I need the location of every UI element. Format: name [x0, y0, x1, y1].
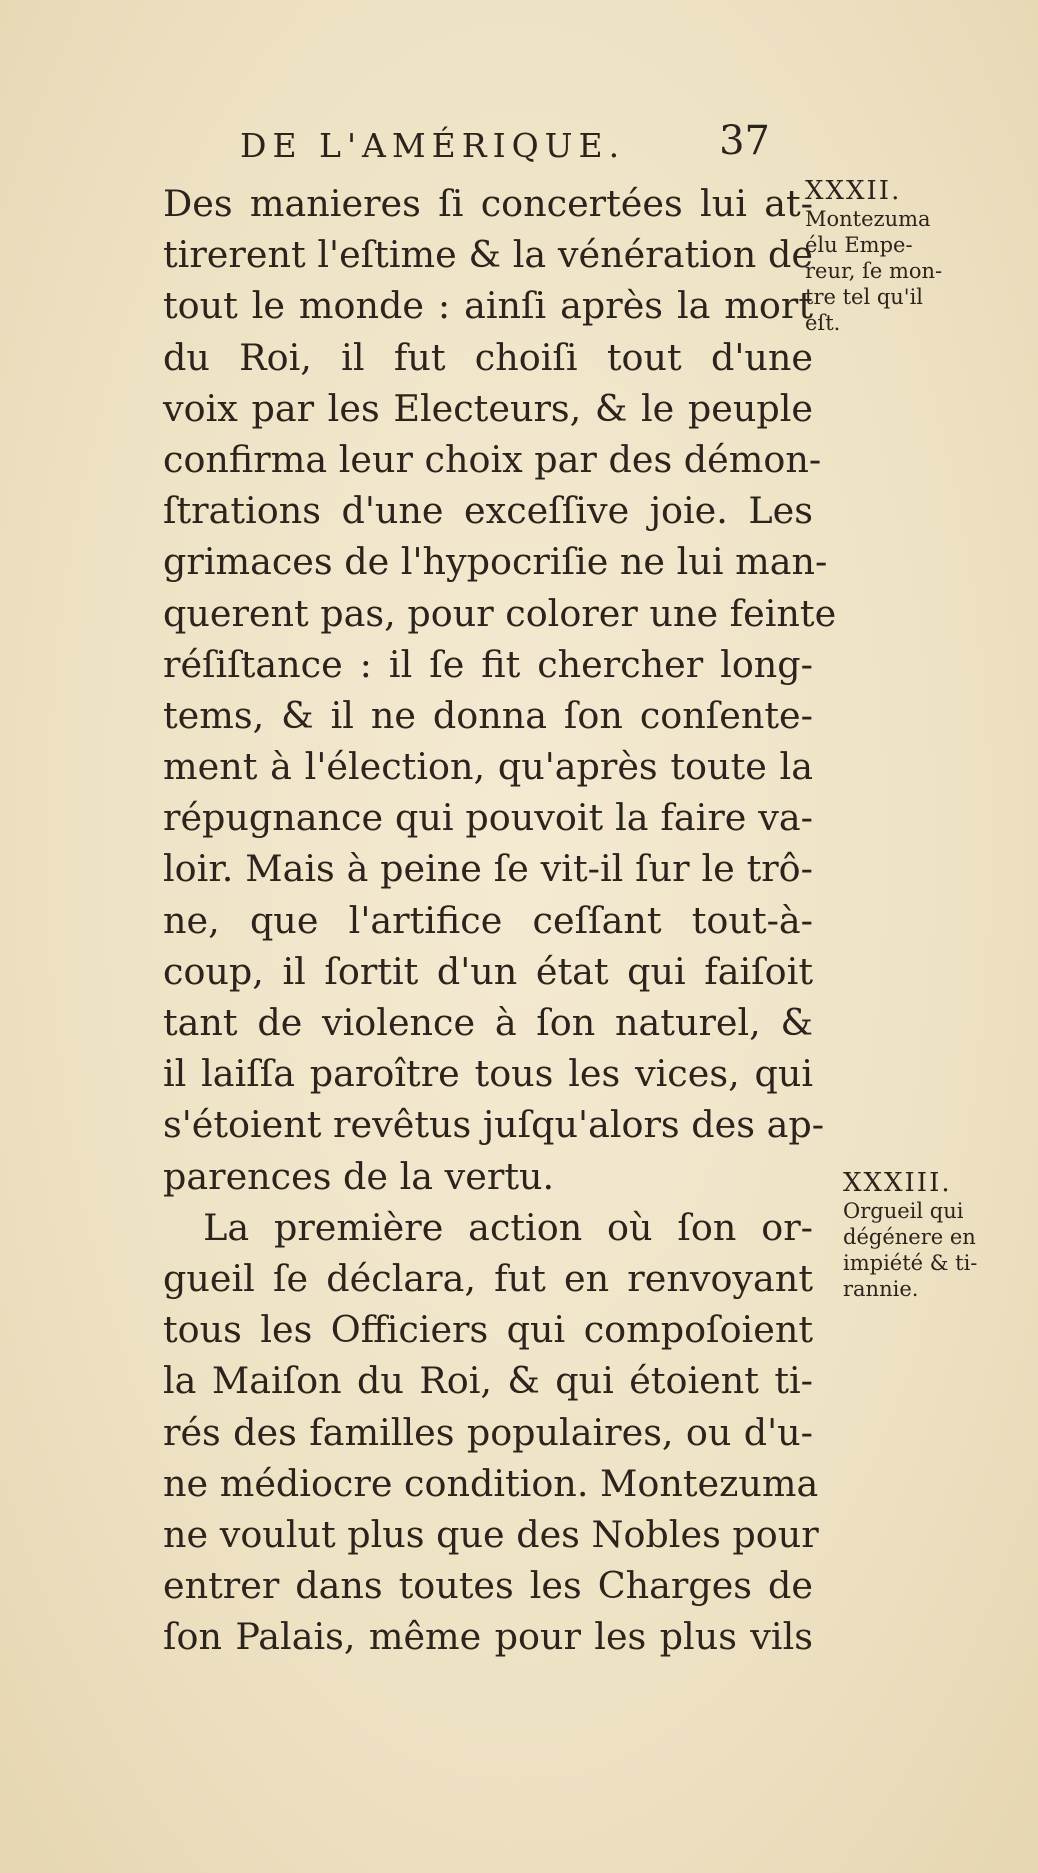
text-line: réſiſtance : il ſe fit chercher long-: [163, 642, 813, 686]
margin-note-line: impiété & ti-: [843, 1251, 978, 1275]
page-number: 37: [719, 118, 770, 164]
text-line: s'étoient revêtus juſqu'alors des ap-: [163, 1103, 825, 1147]
margin-note: [805, 178, 1015, 336]
running-head: DE L'AMÉRIQUE.: [240, 126, 626, 165]
text-line: loir. Mais à peine ſe vit-il ſur le trô-: [163, 847, 813, 891]
text-line: confirma leur choix par des démon-: [163, 437, 822, 481]
margin-note-line: rannie.: [843, 1277, 919, 1301]
text-line: parences de la vertu.: [163, 1154, 555, 1198]
margin-note-line: dégénere en: [843, 1225, 976, 1249]
text-line: gueil ſe déclara, fut en renvoyant: [163, 1256, 813, 1300]
text-line: répugnance qui pouvoit la faire va-: [163, 796, 813, 840]
text-line: du Roi, il fut choiſi tout d'une: [163, 335, 813, 379]
text-line: La première action où ſon or-: [203, 1205, 813, 1249]
text-line: tems, & il ne donna ſon conſente-: [163, 693, 813, 737]
text-line: ne voulut plus que des Nobles pour: [163, 1512, 819, 1556]
margin-note-number: XXXIII.: [843, 1168, 952, 1198]
text-line: Des manieres ſi concertées lui at-: [163, 182, 813, 225]
text-line: tirerent l'eſtime & la vénération de: [163, 233, 813, 277]
text-line: tant de violence à ſon naturel, &: [163, 1001, 813, 1044]
text-line: la Maiſon du Roi, & qui étoient ti-: [163, 1359, 813, 1403]
margin-note-line: reur, ſe mon-: [805, 259, 943, 283]
page-header: [240, 118, 780, 178]
margin-note-line: tre tel qu'il: [805, 285, 924, 309]
text-line: grimaces de l'hypocriſie ne lui man-: [163, 540, 828, 584]
text-line: coup, il ſortit d'un état qui faiſoit: [163, 949, 813, 993]
text-line: rés des familles populaires, ou d'u-: [163, 1410, 813, 1454]
text-line: ſon Palais, même pour les plus vils: [163, 1615, 813, 1659]
text-line: tous les Officiers qui compoſoient: [163, 1308, 813, 1352]
text-line: ſtrations d'une exceſſive joie. Les: [163, 489, 813, 533]
text-line: querent pas, pour colorer une feinte: [163, 591, 837, 635]
margin-note-line: Orgueil qui: [843, 1199, 964, 1223]
margin-note-number: XXXII.: [805, 176, 902, 206]
text-line: tout le monde : ainſi après la mort: [163, 284, 813, 328]
margin-note-line: élu Empe-: [805, 233, 913, 257]
body-text: [163, 178, 837, 1662]
margin-note-line: eſt.: [805, 311, 841, 335]
text-line: ment à l'élection, qu'après toute la: [163, 745, 813, 789]
text-line: ne médiocre condition. Montezuma: [163, 1461, 819, 1505]
margin-note: [843, 1170, 1033, 1302]
text-line: ne, que l'artifice ceſſant tout-à-: [163, 898, 813, 942]
margin-note-line: Montezuma: [805, 207, 931, 231]
text-line: entrer dans toutes les Charges de: [163, 1564, 813, 1608]
text-line: il laiſſa paroître tous les vices, qui: [163, 1052, 813, 1096]
text-line: voix par les Electeurs, & le peuple: [163, 386, 813, 430]
